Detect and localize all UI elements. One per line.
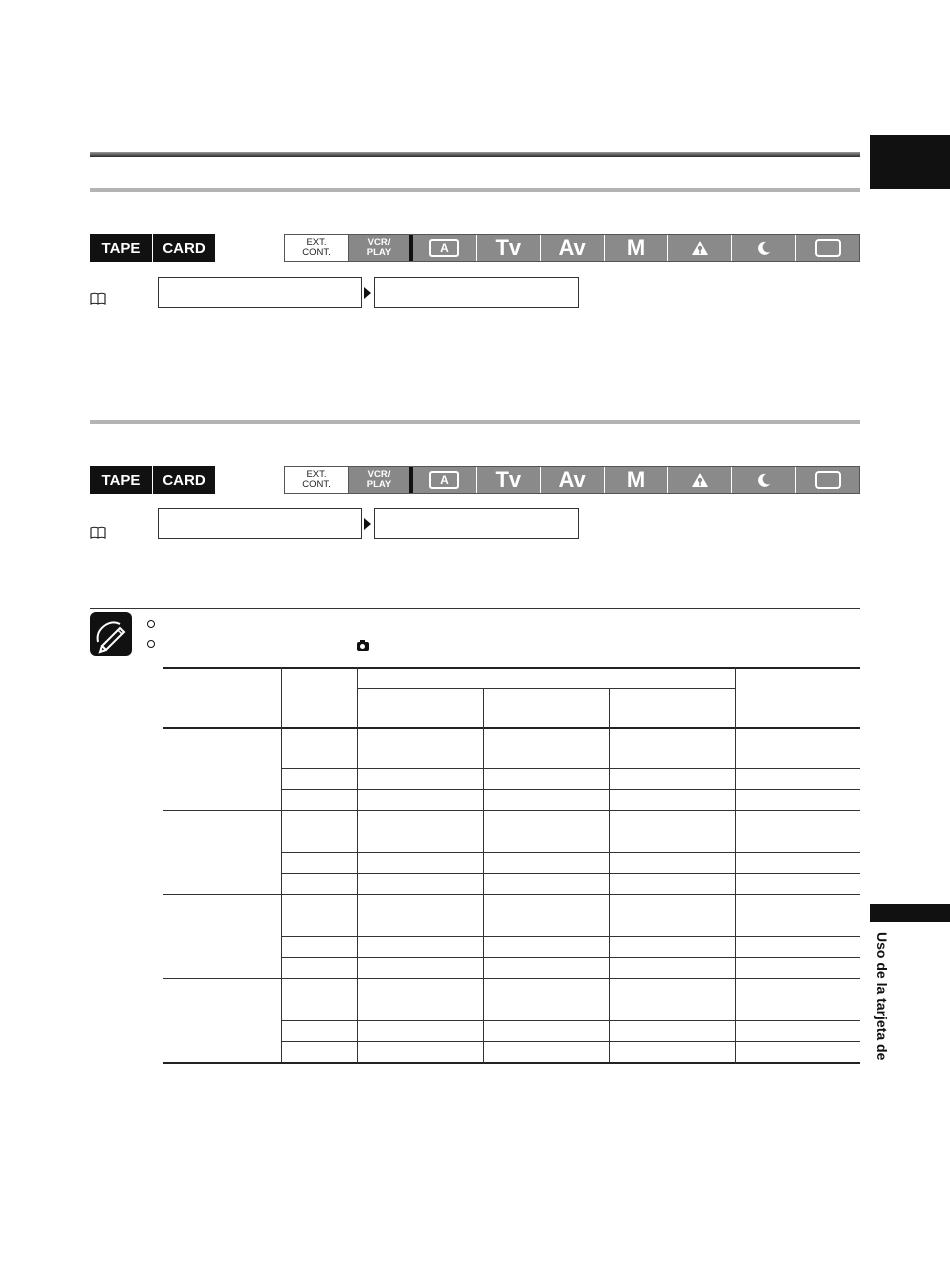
chapter-tab-top bbox=[870, 135, 950, 189]
rounded-rect-icon bbox=[815, 471, 841, 489]
table-row-rule bbox=[281, 852, 860, 853]
mode-tv bbox=[477, 235, 541, 261]
table-row-rule bbox=[281, 873, 860, 874]
page-header-rule bbox=[90, 152, 860, 157]
mode-ext-line1: EXT. bbox=[306, 469, 327, 480]
chapter-tab-side bbox=[870, 904, 950, 922]
table-col-rule bbox=[357, 667, 358, 1063]
mode-vcr-line1: VCR/ bbox=[367, 469, 391, 480]
table-row-rule bbox=[281, 1020, 860, 1021]
mode-vcr-line1: VCR/ bbox=[367, 237, 391, 248]
table-group-rule bbox=[163, 810, 860, 811]
mode-strip-2 bbox=[284, 466, 860, 494]
book-icon bbox=[90, 292, 106, 306]
mode-portrait bbox=[668, 467, 732, 493]
menu-box-1a bbox=[158, 277, 362, 308]
chapter-side-label: Uso de la tarjeta de bbox=[874, 932, 890, 1061]
table-row-rule bbox=[281, 768, 860, 769]
table-row-rule bbox=[281, 789, 860, 790]
table-group-rule bbox=[163, 978, 860, 979]
card-badge: CARD bbox=[152, 234, 215, 262]
tape-badge: TAPE bbox=[90, 466, 152, 494]
mode-vcr-play bbox=[349, 467, 413, 493]
table-row-rule bbox=[281, 1041, 860, 1042]
table-subheader-rule bbox=[357, 688, 735, 689]
table-group-rule bbox=[163, 894, 860, 895]
mode-vcr-play bbox=[349, 235, 413, 261]
mode-strip-1 bbox=[284, 234, 860, 262]
note-bullet-1 bbox=[147, 620, 155, 628]
mode-ext-cont bbox=[285, 467, 349, 493]
notes-rule bbox=[90, 608, 860, 609]
tv-label: Tv bbox=[495, 467, 522, 492]
m-label: M bbox=[626, 235, 646, 260]
tape-badge: TAPE bbox=[90, 234, 152, 262]
mode-ext-line2: CONT. bbox=[302, 247, 331, 258]
book-icon bbox=[90, 526, 106, 540]
mode-ext-line1: EXT. bbox=[306, 237, 327, 248]
table-header-rule bbox=[163, 727, 860, 729]
table-row-rule bbox=[281, 936, 860, 937]
media-badges-2 bbox=[90, 466, 215, 494]
mode-auto bbox=[413, 235, 477, 261]
camera-icon bbox=[357, 642, 369, 651]
table-row-rule bbox=[281, 957, 860, 958]
mode-vcr-line2: PLAY bbox=[366, 479, 392, 490]
mode-vcr-line2: PLAY bbox=[366, 247, 392, 258]
triangle-right-icon bbox=[364, 518, 371, 530]
section-2-rule bbox=[90, 420, 860, 424]
mode-night bbox=[732, 235, 796, 261]
spotlight-icon bbox=[691, 240, 709, 256]
table-col-rule bbox=[483, 688, 484, 1063]
mode-portrait bbox=[668, 235, 732, 261]
mode-custom bbox=[796, 235, 859, 261]
moon-icon bbox=[755, 239, 773, 257]
mode-custom bbox=[796, 467, 859, 493]
rounded-rect-icon bbox=[815, 239, 841, 257]
note-bullet-2 bbox=[147, 640, 155, 648]
table-top-rule bbox=[163, 667, 860, 669]
m-label: M bbox=[626, 467, 646, 492]
tv-label: Tv bbox=[495, 235, 522, 260]
table-bottom-rule bbox=[163, 1062, 860, 1064]
moon-icon bbox=[755, 471, 773, 489]
media-badges-1 bbox=[90, 234, 215, 262]
card-badge: CARD bbox=[152, 466, 215, 494]
mode-m bbox=[605, 235, 669, 261]
spotlight-icon bbox=[691, 472, 709, 488]
pencil-note-icon bbox=[90, 612, 132, 656]
table-col-rule bbox=[609, 688, 610, 1063]
auto-icon: A bbox=[429, 239, 459, 257]
mode-m bbox=[605, 467, 669, 493]
av-label: Av bbox=[558, 467, 586, 492]
av-label: Av bbox=[558, 235, 586, 260]
mode-ext-line2: CONT. bbox=[302, 479, 331, 490]
auto-icon: A bbox=[429, 471, 459, 489]
menu-box-2b bbox=[374, 508, 579, 539]
table-col-rule bbox=[281, 667, 282, 1063]
menu-box-1b bbox=[374, 277, 579, 308]
mode-av bbox=[541, 467, 605, 493]
mode-av bbox=[541, 235, 605, 261]
mode-auto bbox=[413, 467, 477, 493]
table-col-rule bbox=[735, 667, 736, 1063]
triangle-right-icon bbox=[364, 287, 371, 299]
mode-night bbox=[732, 467, 796, 493]
mode-tv bbox=[477, 467, 541, 493]
section-1-rule bbox=[90, 188, 860, 192]
mode-ext-cont bbox=[285, 235, 349, 261]
menu-box-2a bbox=[158, 508, 362, 539]
